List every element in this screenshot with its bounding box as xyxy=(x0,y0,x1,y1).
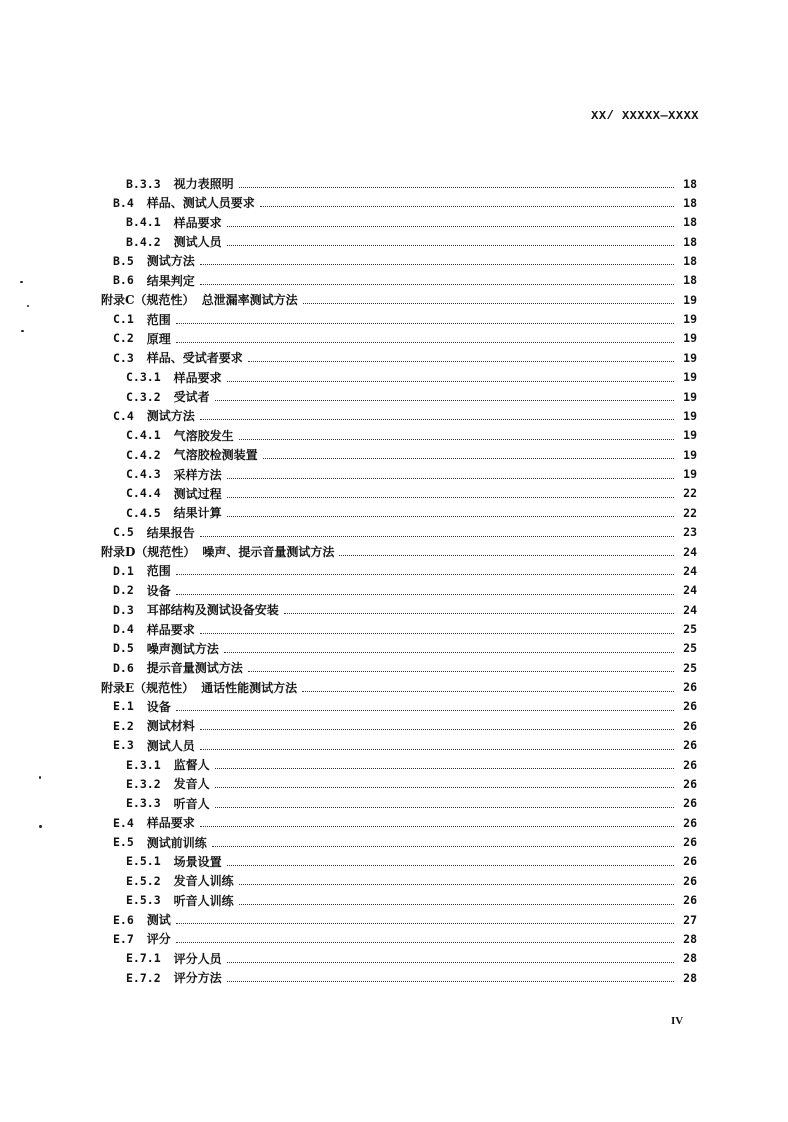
scan-speck xyxy=(21,330,24,332)
toc-entry-page: 27 xyxy=(683,912,697,927)
dot-leader xyxy=(248,361,674,362)
toc-entry[interactable] xyxy=(113,251,697,270)
toc-entry[interactable] xyxy=(113,348,697,367)
toc-entry[interactable] xyxy=(126,445,697,464)
toc-entry[interactable] xyxy=(113,523,697,542)
dot-leader xyxy=(200,284,674,285)
dot-leader xyxy=(227,497,674,498)
toc-entry-title: 噪声测试方法 xyxy=(146,641,219,656)
toc-entry[interactable] xyxy=(126,503,697,522)
dot-leader xyxy=(227,478,674,479)
dot-leader xyxy=(176,574,674,575)
dot-leader xyxy=(227,381,674,382)
toc-entry-number: E.5.2 xyxy=(126,873,161,888)
dot-leader xyxy=(200,264,674,265)
toc-entry-page: 19 xyxy=(683,312,697,327)
toc-entry-number: E.6 xyxy=(113,912,134,927)
toc-entry-title: 设备 xyxy=(146,699,171,714)
toc-entry[interactable] xyxy=(113,271,697,290)
toc-entry-number: C.3.1 xyxy=(126,370,161,385)
toc-entry-number: C.4.1 xyxy=(126,428,161,443)
toc-entry-page: 26 xyxy=(683,835,697,850)
toc-entry-number: E.2 xyxy=(113,718,134,733)
toc-entry-title: 样品要求 xyxy=(173,370,222,385)
toc-entry-number: C.2 xyxy=(113,331,134,346)
toc-entry[interactable] xyxy=(113,561,697,580)
toc-entry-page: 26 xyxy=(683,718,697,733)
toc-entry-number: D.4 xyxy=(113,622,134,636)
toc-entry-page: 24 xyxy=(683,544,697,559)
toc-entry[interactable] xyxy=(126,232,697,251)
toc-entry-number: C.4.4 xyxy=(126,486,161,501)
toc-entry-title: 设备 xyxy=(146,583,171,598)
dot-leader xyxy=(284,613,674,614)
dot-leader xyxy=(227,962,674,963)
toc-entry-page: 24 xyxy=(683,583,697,598)
toc-entry-page: 24 xyxy=(683,563,697,578)
toc-entry-title: 噪声、提示音量测试方法 xyxy=(202,545,335,560)
toc-entry-page: 26 xyxy=(683,893,697,908)
toc-entry-page: 25 xyxy=(683,660,697,675)
toc-entry-title: 提示音量测试方法 xyxy=(146,661,243,676)
toc-entry[interactable] xyxy=(126,174,697,193)
toc-entry-page: 19 xyxy=(683,370,697,385)
toc-entry-number: C.3 xyxy=(113,350,134,365)
toc-entry[interactable] xyxy=(126,891,697,910)
toc-entry-page: 25 xyxy=(683,641,697,656)
toc-entry-title: 测试人员 xyxy=(146,738,195,753)
toc-entry-title: 耳部结构及测试设备安装 xyxy=(146,603,279,618)
toc-entry[interactable] xyxy=(101,542,697,561)
dot-leader xyxy=(176,942,674,943)
toc-entry[interactable] xyxy=(101,290,697,309)
toc-entry-title: 评分方法 xyxy=(173,971,222,986)
toc-entry[interactable] xyxy=(113,910,697,929)
toc-entry-page: 26 xyxy=(683,854,697,869)
dot-leader xyxy=(215,768,674,769)
toc-entry[interactable] xyxy=(126,794,697,813)
dot-leader xyxy=(212,846,674,847)
toc-entry-number: E.5 xyxy=(113,835,134,850)
toc-entry[interactable] xyxy=(113,813,697,832)
dot-leader xyxy=(227,516,674,517)
toc-entry-title: 测试过程 xyxy=(173,486,222,501)
toc-entry[interactable] xyxy=(113,329,697,348)
dot-leader xyxy=(176,342,674,343)
page-number: IV xyxy=(671,1015,684,1027)
dot-leader xyxy=(303,303,674,304)
toc-entry[interactable] xyxy=(126,426,697,445)
toc-entry-title: 测试 xyxy=(146,913,171,928)
toc-entry-number: E.1 xyxy=(113,699,134,714)
toc-entry-page: 19 xyxy=(683,408,697,423)
toc-entry[interactable] xyxy=(113,600,697,619)
toc-entry-page: 19 xyxy=(683,331,697,346)
toc-entry[interactable] xyxy=(126,871,697,890)
toc-entry[interactable] xyxy=(126,465,697,484)
toc-entry[interactable] xyxy=(126,968,697,987)
toc-entry-number: 附录E（规范性） xyxy=(101,680,195,695)
toc-entry-page: 26 xyxy=(683,699,697,714)
toc-entry-page: 18 xyxy=(683,195,697,210)
toc-entry-page: 19 xyxy=(683,467,697,482)
toc-entry-title: 听音人 xyxy=(173,796,210,811)
toc-entry-page: 28 xyxy=(683,931,697,946)
toc-entry-number: C.3.2 xyxy=(126,389,161,404)
dot-leader xyxy=(176,594,674,595)
toc-entry[interactable] xyxy=(113,581,697,600)
toc-entry-number: E.7.2 xyxy=(126,970,161,985)
toc-entry-title: 测试人员 xyxy=(173,235,222,250)
dot-leader xyxy=(215,787,674,788)
toc-entry[interactable] xyxy=(101,678,697,697)
toc-entry-page: 18 xyxy=(683,273,697,288)
dot-leader xyxy=(227,865,674,866)
toc-entry-number: C.4.2 xyxy=(126,447,161,462)
dot-leader xyxy=(200,826,674,827)
toc-entry-page: 19 xyxy=(683,447,697,462)
toc-entry-title: 发音人训练 xyxy=(173,874,234,889)
toc-entry-page: 18 xyxy=(683,215,697,230)
toc-entry[interactable] xyxy=(113,716,697,735)
toc-entry[interactable] xyxy=(126,852,697,871)
toc-entry[interactable] xyxy=(113,639,697,658)
scan-speck xyxy=(39,776,41,779)
dot-leader xyxy=(239,904,674,905)
dot-leader xyxy=(239,439,674,440)
toc-entry-number: 附录C（规范性） xyxy=(101,293,195,308)
toc-entry-title: 评分 xyxy=(146,932,171,947)
toc-entry-title: 样品、受试者要求 xyxy=(146,351,243,366)
dot-leader xyxy=(200,419,674,420)
toc-entry[interactable] xyxy=(113,736,697,755)
toc-entry-number: B.4.2 xyxy=(126,234,161,249)
dot-leader xyxy=(339,555,674,556)
toc-entry-number: 附录D（规范性） xyxy=(101,545,196,560)
toc-entry-title: 气溶胶检测装置 xyxy=(173,448,258,463)
toc-entry-title: 气溶胶发生 xyxy=(173,428,234,443)
toc-entry[interactable] xyxy=(126,484,697,503)
toc-entry-title: 范围 xyxy=(146,564,171,579)
scan-speck xyxy=(27,305,29,307)
toc-entry-page: 26 xyxy=(683,776,697,791)
toc-entry-title: 评分人员 xyxy=(173,951,222,966)
toc-entry-title: 测试前训练 xyxy=(146,835,207,850)
toc-entry-page: 19 xyxy=(683,428,697,443)
toc-entry-number: C.5 xyxy=(113,525,134,540)
dot-leader xyxy=(248,671,674,672)
dot-leader xyxy=(200,749,674,750)
toc-entry-number: B.4 xyxy=(113,195,134,210)
toc-entry-number: C.4 xyxy=(113,408,134,423)
toc-entry-page: 22 xyxy=(683,486,697,501)
dot-leader xyxy=(215,807,674,808)
toc-entry-title: 测试方法 xyxy=(146,409,195,424)
dot-leader xyxy=(176,323,674,324)
toc-entry-number: E.5.1 xyxy=(126,854,161,869)
toc-entry-page: 26 xyxy=(683,738,697,753)
toc-entry[interactable] xyxy=(113,193,697,212)
toc-entry-number: D.5 xyxy=(113,641,134,656)
toc-entry[interactable] xyxy=(126,368,697,387)
dot-leader xyxy=(200,729,674,730)
toc-entry-number: E.3.3 xyxy=(126,796,161,811)
toc-entry-page: 25 xyxy=(683,622,697,636)
toc-entry-title: 监督人 xyxy=(173,758,210,773)
toc-entry-page: 19 xyxy=(683,350,697,365)
toc-entry-number: B.5 xyxy=(113,253,134,268)
dot-leader xyxy=(227,981,674,982)
dot-leader xyxy=(176,923,674,924)
toc-entry-page: 23 xyxy=(683,525,697,540)
toc-entry-number: B.6 xyxy=(113,273,134,288)
toc-entry-title: 发音人 xyxy=(173,777,210,792)
toc-entry[interactable] xyxy=(113,310,697,329)
toc-entry-title: 样品要求 xyxy=(146,622,195,637)
toc-entry-title: 结果报告 xyxy=(146,525,195,540)
dot-leader xyxy=(239,187,674,188)
toc-entry-title: 受试者 xyxy=(173,390,210,405)
toc-entry[interactable] xyxy=(126,774,697,793)
toc-entry-page: 26 xyxy=(683,815,697,830)
toc-entry-number: E.3 xyxy=(113,738,134,753)
dot-leader xyxy=(200,536,674,537)
toc-entry-page: 26 xyxy=(683,796,697,811)
toc-entry[interactable] xyxy=(126,213,697,232)
toc-entry-title: 原理 xyxy=(146,331,171,346)
toc-entry-number: E.4 xyxy=(113,815,134,830)
toc-entry-page: 18 xyxy=(683,234,697,249)
scan-speck xyxy=(20,281,23,283)
toc-entry[interactable] xyxy=(113,929,697,948)
toc-entry[interactable] xyxy=(113,620,697,639)
dot-leader xyxy=(227,245,674,246)
toc-entry-number: D.1 xyxy=(113,563,134,578)
toc-entry-title: 总泄漏率测试方法 xyxy=(201,293,298,308)
dot-leader xyxy=(263,458,674,459)
toc-entry-number: D.6 xyxy=(113,660,134,675)
toc-entry-number: B.4.1 xyxy=(126,215,161,230)
toc-entry-page: 19 xyxy=(683,292,697,307)
toc-entry-number: C.4.3 xyxy=(126,467,161,482)
toc-entry-page: 19 xyxy=(683,389,697,404)
toc-entry-number: E.7 xyxy=(113,931,134,946)
toc-entry[interactable] xyxy=(126,387,697,406)
toc-entry-title: 结果计算 xyxy=(173,506,222,521)
toc-entry[interactable] xyxy=(113,406,697,425)
toc-entry-number: E.3.1 xyxy=(126,757,161,772)
toc-entry-page: 18 xyxy=(683,176,697,191)
toc-entry-page: 18 xyxy=(683,253,697,268)
dot-leader xyxy=(302,691,674,692)
toc-entry-page: 26 xyxy=(683,873,697,888)
toc-entry-page: 28 xyxy=(683,970,697,985)
toc-entry-title: 视力表照明 xyxy=(173,177,234,191)
toc-entry-title: 范围 xyxy=(146,312,171,327)
toc-entry-title: 通话性能测试方法 xyxy=(201,680,298,695)
dot-leader xyxy=(260,206,674,207)
scan-speck xyxy=(39,825,42,828)
toc-entry-number: E.3.2 xyxy=(126,776,161,791)
toc-entry-number: D.2 xyxy=(113,583,134,598)
toc-entry-title: 样品、测试人员要求 xyxy=(146,196,255,211)
dot-leader xyxy=(224,652,674,653)
toc-entry-title: 采样方法 xyxy=(173,467,222,482)
toc-entry-page: 26 xyxy=(683,680,697,695)
toc-entry-number: C.1 xyxy=(113,312,134,327)
toc-entry-title: 样品要求 xyxy=(146,816,195,831)
toc-entry[interactable] xyxy=(113,658,697,677)
dot-leader xyxy=(176,710,674,711)
toc-entry-title: 测试材料 xyxy=(146,719,195,734)
toc-entry-page: 22 xyxy=(683,505,697,520)
toc-entry-number: B.3.3 xyxy=(126,176,161,191)
dot-leader xyxy=(227,226,674,227)
toc-entry[interactable] xyxy=(113,697,697,716)
toc-entry-number: C.4.5 xyxy=(126,505,161,520)
toc-entry-title: 测试方法 xyxy=(146,254,195,269)
toc-entry-page: 24 xyxy=(683,602,697,617)
toc-entry-page: 28 xyxy=(683,951,697,966)
toc-entry-page: 26 xyxy=(683,757,697,772)
toc-entry-title: 结果判定 xyxy=(146,273,195,288)
dot-leader xyxy=(200,633,674,634)
dot-leader xyxy=(239,884,674,885)
dot-leader xyxy=(215,400,674,401)
toc-entry[interactable] xyxy=(113,833,697,852)
document-code: XX/ XXXXX—XXXX xyxy=(591,109,699,123)
toc-entry-title: 样品要求 xyxy=(173,215,222,230)
toc-entry-number: E.7.1 xyxy=(126,951,161,966)
toc-entry[interactable] xyxy=(126,755,697,774)
toc-entry-title: 场景设置 xyxy=(173,854,222,869)
toc-entry-title: 听音人训练 xyxy=(173,893,234,908)
toc-entry-number: E.5.3 xyxy=(126,893,161,908)
toc-entry-number: D.3 xyxy=(113,602,134,617)
toc-entry[interactable] xyxy=(126,949,697,968)
